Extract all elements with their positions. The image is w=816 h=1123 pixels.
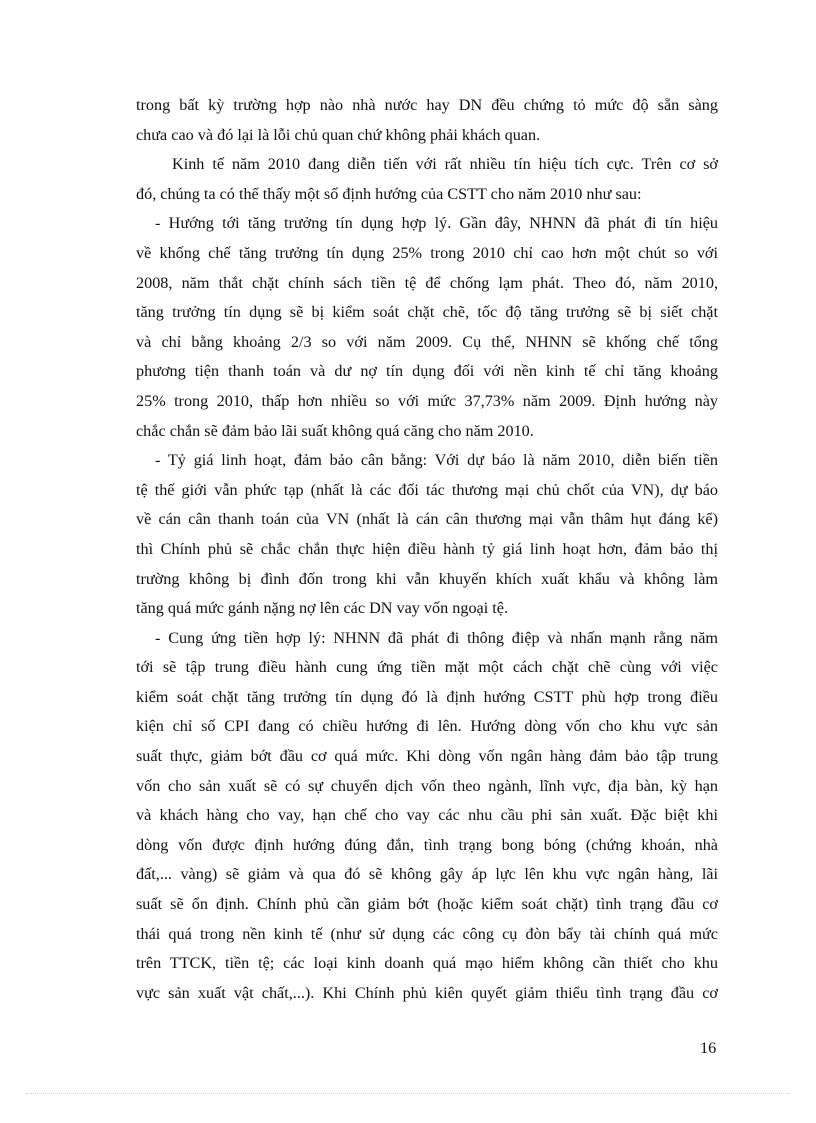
page-number: 16 xyxy=(700,1039,717,1057)
text-line: phương tiện thanh toán và dư nợ tín dụng đối với nền kinh tế chỉ tăng khoảng xyxy=(136,362,718,381)
text-line: thì Chính phủ sẽ chắc chắn thực hiện điều hành tỷ giá linh hoạt hơn, đảm bảo thị xyxy=(136,539,718,558)
bullet-paragraph xyxy=(136,446,718,624)
text-line: vực sản xuất vật chất,...). Khi Chính phủ kiên quyết giảm thiểu tình trạng đầu cơ xyxy=(136,983,718,1002)
text-line: kiểm soát chặt tăng trưởng tín dụng đó là định hướng CSTT phù hợp trong điều xyxy=(136,687,718,706)
text-line: - Hướng tới tăng trưởng tín dụng hợp lý. Gần đây, NHNN đã phát đi tín hiệu xyxy=(155,214,718,233)
text-line: vốn cho sản xuất sẽ có sự chuyển dịch vốn theo ngành, lĩnh vực, địa bàn, kỳ hạn xyxy=(136,776,718,795)
text-line: chưa cao và đó lại là lỗi chủ quan chứ không phải khách quan. xyxy=(136,125,541,144)
text-line: suất sẽ ổn định. Chính phủ cần giảm bớt (hoặc kiểm soát chặt) tình trạng đầu cơ xyxy=(136,895,718,914)
text-line: tới sẽ tập trung điều hành cung ứng tiền mặt một cách chặt chẽ cùng với việc xyxy=(136,658,718,677)
text-line: tăng trưởng tín dụng sẽ bị kiểm soát chặt chẽ, tốc độ tăng trưởng sẽ bị siết chặt xyxy=(136,303,718,322)
text-line: trên TTCK, tiền tệ; các loại kinh doanh quá mạo hiểm không cần thiết cho khu xyxy=(136,954,718,973)
text-line: đất,... vàng) sẽ giảm và qua đó sẽ không gây áp lực lên khu vực ngân hàng, lãi xyxy=(136,865,718,884)
text-line: - Cung ứng tiền hợp lý: NHNN đã phát đi thông điệp và nhấn mạnh rằng năm xyxy=(155,628,718,647)
text-line: trường không bị đình đốn trong khi vẫn khuyến khích xuất khẩu và không làm xyxy=(136,569,718,588)
text-line: thái quá trong nền kinh tế (như sử dụng các công cụ đòn bẩy tài chính quá mức xyxy=(136,924,718,943)
bullet-paragraph xyxy=(136,209,718,446)
text-line: về cán cân thanh toán của VN (nhất là cán cân thương mại vẫn thâm hụt đáng kể) xyxy=(136,510,718,529)
bullet-paragraph xyxy=(136,624,718,1009)
paragraph xyxy=(136,91,718,150)
text-line: tăng quá mức gánh nặng nợ lên các DN vay vốn ngoại tệ. xyxy=(136,599,508,618)
text-line: suất thực, giảm bớt đầu cơ quá mức. Khi dòng vốn ngân hàng đảm bảo tập trung xyxy=(136,747,718,766)
text-line: dòng vốn được định hướng đúng đắn, tình trạng bong bóng (chứng khoán, nhà xyxy=(136,835,718,854)
text-line: và khách hàng cho vay, hạn chế cho vay các nhu cầu phi sản xuất. Đặc biệt khi xyxy=(136,806,718,825)
text-line: tệ thế giới vẫn phức tạp (nhất là các đối tác thương mại chủ chốt của VN), dự báo xyxy=(136,480,718,499)
text-line: 2008, năm thắt chặt chính sách tiền tệ để chống lạm phát. Theo đó, năm 2010, xyxy=(136,273,718,292)
text-line: - Tỷ giá linh hoạt, đảm bảo cân bằng: Với dự báo là năm 2010, diễn biến tiền xyxy=(155,451,718,470)
text-line: về khống chế tăng trưởng tín dụng 25% trong 2010 chỉ cao hơn một chút so với xyxy=(136,243,718,262)
text-line: kiện chỉ số CPI đang có chiều hướng đi lên. Hướng dòng vốn cho khu vực sản xyxy=(136,717,718,736)
text-line: Kinh tế năm 2010 đang diễn tiến với rất nhiều tín hiệu tích cực. Trên cơ sở xyxy=(172,155,718,174)
paragraph xyxy=(136,150,718,209)
page-body xyxy=(136,91,718,1008)
text-line: chắc chắn sẽ đảm bảo lãi suất không quá căng cho năm 2010. xyxy=(136,421,534,440)
text-line: trong bất kỳ trường hợp nào nhà nước hay DN đều chứng tỏ mức độ sẵn sàng xyxy=(136,96,718,114)
text-line: đó, chúng ta có thể thấy một số định hướng của CSTT cho năm 2010 như sau: xyxy=(136,184,642,203)
text-line: 25% trong 2010, thấp hơn nhiều so với mức 37,73% năm 2009. Định hướng này xyxy=(136,391,718,410)
footer-rule xyxy=(26,1093,790,1094)
text-line: và chỉ bằng khoảng 2/3 so với năm 2009. Cụ thể, NHNN sẽ khống chế tổng xyxy=(136,332,718,351)
